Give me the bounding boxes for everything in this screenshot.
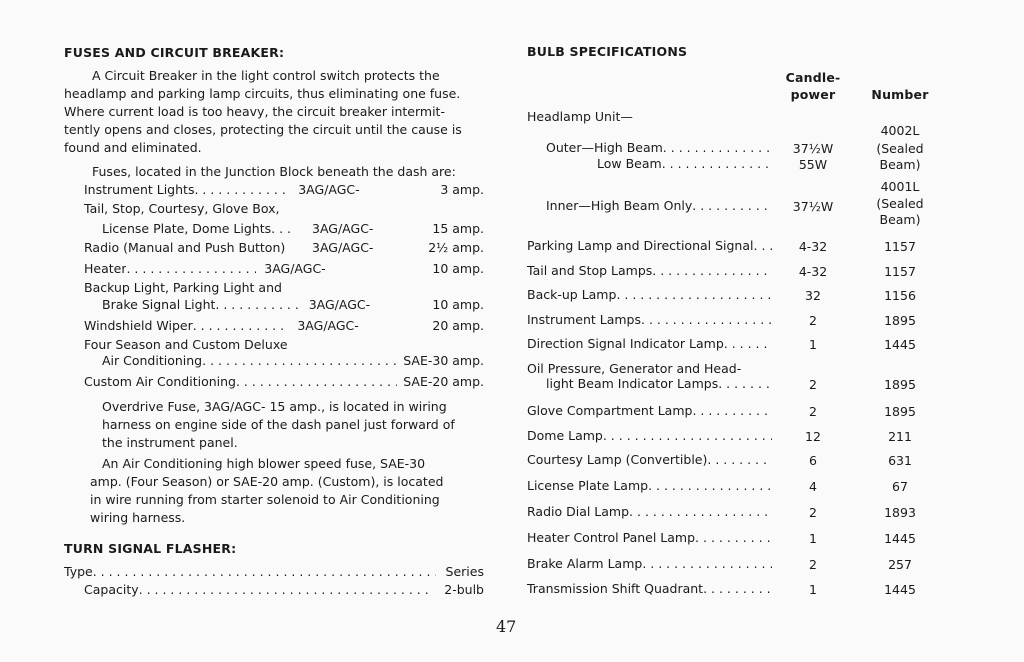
headlamp-unit: Headlamp Unit— [527,109,633,124]
fuse-row [84,318,484,333]
bulb-row [527,478,772,493]
bulb-number: (Sealed [876,196,924,211]
fuses-para1-line: A Circuit Breaker in the light control switch protects the [92,68,440,83]
fuse-row [84,374,484,389]
bulb-number: 67 [892,479,908,494]
dot-leader [215,297,300,312]
bulb-number: (Sealed [876,141,924,156]
dot-leader [194,182,290,197]
fuse-amp: 10 amp. [432,297,484,312]
overdrive-line: Overdrive Fuse, 3AG/AGC- 15 amp., is located in wiring [102,399,447,414]
bulb-number: 1156 [884,288,916,303]
bulb-label: Instrument Lamps [527,312,641,327]
bulb-candlepower: 12 [805,429,821,444]
bulb-row [527,312,772,327]
fuses-heading: FUSES AND CIRCUIT BREAKER: [64,45,285,60]
flasher-type-value: Series [445,564,484,579]
dot-leader [642,556,772,571]
bulb-row [546,140,772,155]
bulb-candlepower: 2 [809,377,817,392]
fuse-label: Heater [84,261,127,276]
bulb-label: Inner—High Beam Only [546,198,693,213]
col-candle-1: Candle- [785,70,841,85]
bulb-row [527,452,772,467]
fuse-label: Backup Light, Parking Light and [84,280,282,295]
dot-leader [652,263,772,278]
fuse-label: Windshield Wiper [84,318,193,333]
dot-leader [629,504,772,519]
bulb-candlepower: 2 [809,404,817,419]
bulb-row [527,238,772,253]
dot-leader [695,530,772,545]
fuse-amp: 20 amp. [432,318,484,333]
bulb-candlepower: 2 [809,313,817,328]
fuses-intro: Fuses, located in the Junction Block beneath the dash are: [92,164,456,179]
dot-leader [126,261,256,276]
fuses-para1-line: found and eliminated. [64,140,202,155]
bulb-number: Beam) [879,212,921,227]
bulb-label: Radio Dial Lamp [527,504,630,519]
bulb-row [527,336,772,351]
bulbs-heading: BULB SPECIFICATIONS [527,44,688,59]
dot-leader [707,452,772,467]
bulb-row [546,198,772,213]
dot-leader [663,140,772,155]
fuse-amp: SAE-20 amp. [403,374,484,389]
fuse-amp: 2½ amp. [428,240,484,255]
bulb-row [597,156,772,171]
bulb-label: License Plate Lamp [527,478,649,493]
page-number: 47 [496,617,517,636]
flasher-capacity-row [84,582,484,597]
bulb-label: Low Beam [597,156,662,171]
aircond-line: An Air Conditioning high blower speed fuse, SAE-30 [102,456,426,471]
dot-leader [236,374,397,389]
bulb-label: Oil Pressure, Generator and Head- [527,361,742,376]
dot-leader [616,287,772,302]
bulb-row [527,504,772,519]
bulb-row [527,428,772,443]
bulb-number: 1445 [884,582,916,597]
fuse-row [102,297,484,312]
fuse-row [84,261,484,276]
bulb-row [527,530,772,545]
bulb-candlepower: 1 [809,337,817,352]
fuse-label: Instrument Lights [84,182,195,197]
bulb-label: Dome Lamp [527,428,603,443]
bulb-label: Heater Control Panel Lamp [527,530,696,545]
flasher-type-label: Type [64,564,93,579]
fuse-label: Air Conditioning [102,353,203,368]
bulb-label: Parking Lamp and Directional Signal [527,238,754,253]
dot-leader [202,353,397,368]
fuse-label: Radio (Manual and Push Button) [84,240,286,255]
fuses-para1-line: tently opens and closes, protecting the circuit until the cause is [64,122,462,137]
flasher-type-row [64,564,484,579]
fuse-row [102,353,484,368]
bulb-candlepower: 2 [809,505,817,520]
fuse-amp: 3 amp. [440,182,484,197]
fuse-type: 3AG/AGC- [312,240,374,255]
aircond-line: wiring harness. [90,510,186,525]
dot-leader [662,156,772,171]
bulb-number: Beam) [879,157,921,172]
col-number: Number [871,87,929,102]
dot-leader [718,376,772,391]
fuse-label: License Plate, Dome Lights. . . [102,221,291,236]
aircond-line: in wire running from starter solenoid to Air Conditioning [90,492,440,507]
dot-leader [692,403,772,418]
dot-leader [692,198,772,213]
fuse-label: Custom Air Conditioning [84,374,236,389]
bulb-number: 1445 [884,531,916,546]
bulb-candlepower: 4 [809,479,817,494]
fuse-amp: SAE-30 amp. [403,353,484,368]
bulb-candlepower: 6 [809,453,817,468]
fuse-type: 3AG/AGC- [298,182,360,197]
bulb-row [527,556,772,571]
dot-leader [603,428,772,443]
bulb-candlepower: 1 [809,531,817,546]
bulb-number: 4001L [880,179,920,194]
dot-leader [703,581,772,596]
bulb-row [527,581,772,596]
bulb-label: Transmission Shift Quadrant [527,581,704,596]
bulb-number: 1157 [884,264,916,279]
bulb-candlepower: 4-32 [798,239,828,254]
bulb-number: 631 [888,453,912,468]
fuses-para1-line: Where current load is too heavy, the circuit breaker intermit- [64,104,445,119]
aircond-line: amp. (Four Season) or SAE-20 amp. (Custom), is located [90,474,444,489]
fuse-type: 3AG/AGC- [308,297,371,312]
fuse-row [102,221,484,236]
dot-leader [93,564,436,579]
bulb-number: 4002L [880,123,920,138]
flasher-capacity-value: 2-bulb [444,582,484,597]
col-candle-2: power [790,87,836,102]
dot-leader [641,312,772,327]
dot-leader [648,478,772,493]
bulb-number: 211 [888,429,912,444]
bulb-candlepower: 55W [798,157,828,172]
bulb-label: Glove Compartment Lamp [527,403,693,418]
fuse-row [84,182,484,197]
bulb-candlepower: 37½W [792,199,834,214]
bulb-label: Back-up Lamp [527,287,617,302]
bulb-row [527,287,772,302]
fuse-label: Tail, Stop, Courtesy, Glove Box, [84,201,280,216]
fuse-type: 3AG/AGC- [264,261,326,276]
flasher-heading: TURN SIGNAL FLASHER: [64,541,237,556]
bulb-label: Direction Signal Indicator Lamp [527,336,724,351]
fuses-para1-line: headlamp and parking lamp circuits, thus eliminating one fuse. [64,86,461,101]
bulb-candlepower: 32 [805,288,821,303]
bulb-number: 1895 [884,377,916,392]
dot-leader [193,318,290,333]
overdrive-line: harness on engine side of the dash panel just forward of [102,417,455,432]
fuse-type: 3AG/AGC- [312,221,374,236]
fuse-amp: 10 amp. [432,261,485,276]
dot-leader [724,336,772,351]
bulb-number: 257 [888,557,912,572]
bulb-number: 1893 [884,505,916,520]
bulb-candlepower: 1 [809,582,817,597]
fuse-amp: 15 amp. [432,221,484,236]
overdrive-line: the instrument panel. [102,435,238,450]
bulb-candlepower: 37½W [792,141,834,156]
bulb-row [546,376,772,391]
bulb-number: 1895 [884,404,916,419]
fuse-row [84,240,484,255]
bulb-row [527,263,772,278]
bulb-number: 1157 [884,239,916,254]
fuse-label: Four Season and Custom Deluxe [84,337,288,352]
fuse-type: 3AG/AGC- [297,318,359,333]
bulb-label: Brake Alarm Lamp [527,556,643,571]
fuse-label: Brake Signal Light [102,297,216,312]
bulb-label: light Beam Indicator Lamps [546,376,719,391]
bulb-number: 1445 [884,337,916,352]
bulb-row [527,403,772,418]
bulb-candlepower: 4-32 [798,264,828,279]
bulb-candlepower: 2 [809,557,817,572]
dot-leader [139,582,435,597]
bulb-label: Courtesy Lamp (Convertible) [527,452,708,467]
bulb-number: 1895 [884,313,916,328]
flasher-capacity-label: Capacity [84,582,139,597]
bulb-label: Tail and Stop Lamps [527,263,653,278]
dot-leader [754,238,773,253]
bulb-label: Outer—High Beam [546,140,663,155]
